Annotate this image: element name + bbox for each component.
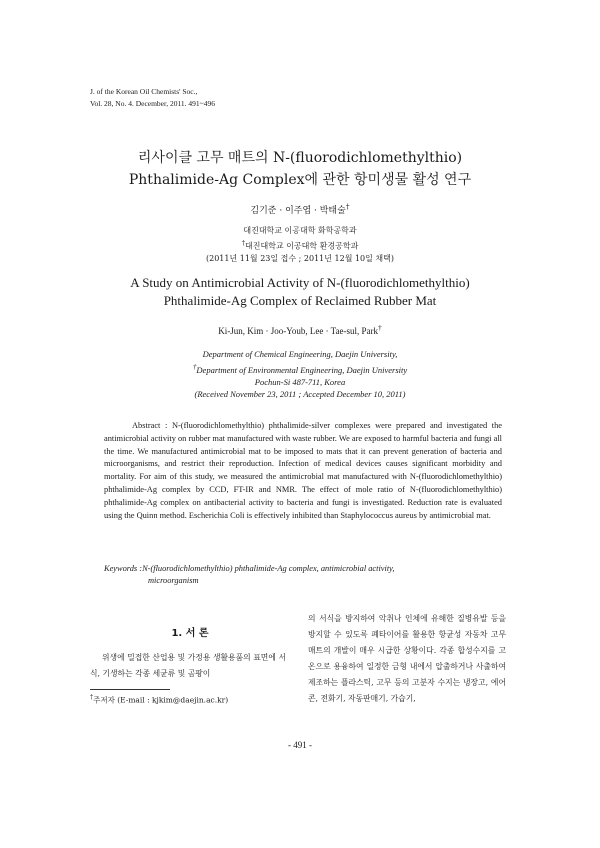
korean-affiliations	[0, 225, 600, 265]
english-affiliations	[0, 348, 600, 401]
english-aff-2-text: Department of Environmental Engineering, Daejin University	[196, 364, 408, 375]
english-authors	[0, 323, 600, 336]
keywords-line2: microorganism	[148, 576, 199, 585]
footnote-mark: †	[90, 694, 94, 701]
section-heading-introduction: 1. 서 론	[171, 628, 209, 639]
body-right-column: 의 서식을 방지하여 악취나 인체에 유해한 질병유발 등을 방지할 수 있도록 폐타이어를 활용한 항균성 자동차 고무 매트의 개발이 매우 시급한 상황이다. 각종 합성수지를 고온으로 용융하여 일정한 금형 내에서 압출하거나 사출하여 제조하는 플라스틱, 고무 등의 고분자 수지는 냉장고, 에어콘, 전화기, 자동판매기, 가습기,	[308, 614, 506, 703]
english-author-names: Ki-Jun, Kim · Joo-Youb, Lee · Tae-sul, Park	[218, 326, 379, 336]
english-aff-2	[0, 361, 600, 376]
korean-title-line1: 리사이클 고무 매트의 N-(fluorodichlomethylthio)	[137, 150, 463, 166]
english-dates: (Received November 23, 2011 ; Accepted December 10, 2011)	[194, 389, 406, 400]
keywords-line1: N-(fluorodichlomethylthio) phthalimide-Ag complex, antimicrobial activity,	[142, 564, 395, 573]
footnote-divider	[90, 689, 170, 690]
page-number: - 491 -	[288, 740, 312, 750]
english-title	[0, 274, 600, 310]
body-left-column: 위생에 밀접한 산업용 및 가정용 생활용품의 표면에 서식, 기생하는 각종 세균류 및 곰팡이	[90, 653, 286, 678]
english-title-line1: A Study on Antimicrobial Activity of N-(fluorodichlomethylthio)	[130, 275, 470, 290]
english-aff-1: Department of Chemical Engineering, Daejin University,	[202, 349, 398, 359]
journal-citation	[90, 86, 215, 110]
keywords	[104, 563, 504, 587]
keywords-label: Keywords :	[104, 564, 143, 573]
english-corresponding-mark: †	[378, 323, 382, 332]
footnote	[90, 694, 228, 706]
korean-author-names: 김기준 · 이주엽 · 박태술	[250, 206, 346, 216]
korean-aff-2-text: 대진대학교 이공대학 환경공학과	[245, 241, 359, 251]
footnote-text: 주저자 (E-mail : kjkim@daejin.ac.kr)	[93, 695, 229, 705]
english-title-line2: Phthalimide-Ag Complex of Reclaimed Rubber Mat	[163, 293, 437, 308]
korean-title	[0, 147, 600, 191]
journal-name: J. of the Korean Oil Chemists' Soc.,	[90, 87, 198, 96]
korean-authors	[0, 202, 600, 216]
aff-mark: †	[241, 239, 246, 247]
abstract: Abstract : N-(fluorodichlomethylthio) phthalimide-silver complexes were prepared and investigated the antimicrobial activity on rubber mat manufactured with waste rubber. We are exposed to harmful bacteria and fungi all the time. We manufactured antimicrobial mat to be imposed to mats that it can prevent generation of bacteria and microorganisms, and restrict their reproduction. Infection of medical devices causes significant morbidity and mortality. For aim of this study, we measured the antimicrobial mat manufactured with N-(fluorodichlomethylthio) phthalimide-Ag complex by CCD, FT-IR and NMR. The effect of mole ratio of N-(fluorodichlomethylthio) phthalimide-Ag complex on antibacterial activity to bacteria and fungi is investigated. Reduction rate is evaluated using the Quinn method. Escherichia Coli is effectively inhibited than Staphylococcus aureus by antimicrobial mat.	[104, 421, 502, 520]
corresponding-mark: †	[345, 202, 350, 211]
korean-aff-1: 대진대학교 이공대학 화학공학과	[243, 226, 357, 235]
english-aff-mark: †	[192, 362, 197, 371]
korean-title-line2: Phthalimide-Ag Complex에 관한 항미생물 활성 연구	[128, 172, 472, 188]
korean-aff-2	[0, 237, 600, 253]
english-aff-3: Pochun-Si 487-711, Korea	[254, 376, 346, 387]
korean-dates: (2011년 11월 23일 접수 ; 2011년 12월 10일 채택)	[206, 253, 394, 263]
journal-volume: Vol. 28, No. 4. December, 2011. 491~496	[90, 99, 215, 108]
